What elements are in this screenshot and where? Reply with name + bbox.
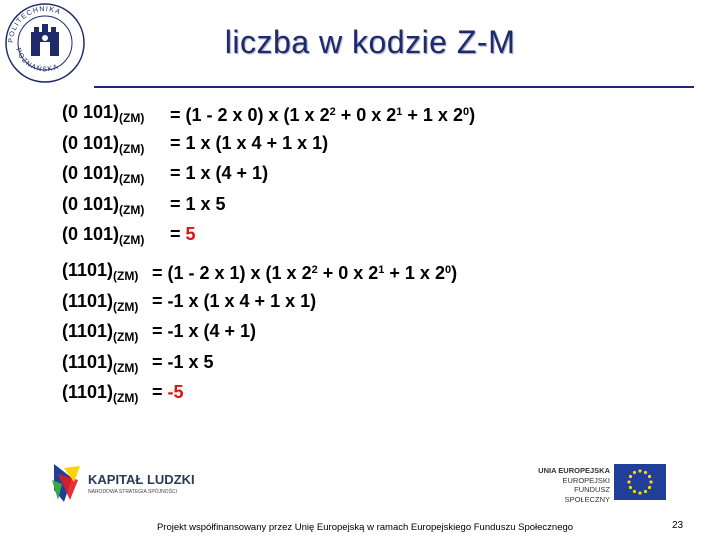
eu-line-1: UNIA EUROPEJSKA — [538, 466, 610, 475]
rhs-text: ) — [469, 105, 476, 125]
equation-lhs — [62, 222, 170, 253]
rhs-text: = — [170, 224, 186, 244]
equation-lhs — [62, 380, 152, 411]
equation-lhs — [62, 350, 152, 381]
exponent: 0 — [444, 264, 452, 276]
lhs-number: (0 101) — [62, 132, 120, 153]
lhs-number: (1101) — [62, 382, 114, 402]
lhs-number: (1101) — [62, 321, 114, 341]
result-value: 5 — [185, 224, 196, 244]
eu-star — [638, 469, 641, 472]
kl-subtitle-text: NARODOWA STRATEGIA SPÓJNOŚCI — [88, 489, 177, 495]
exponent: 1 — [396, 106, 403, 118]
equation-rhs: = 1 x 5 — [170, 193, 226, 214]
eu-star — [633, 471, 636, 474]
slide-title: liczba w kodzie Z-M — [224, 24, 516, 60]
eu-star — [649, 480, 652, 483]
equation-line — [62, 350, 457, 381]
eu-star — [629, 486, 632, 489]
lhs-number: (0 101) — [62, 102, 120, 122]
equation-line — [62, 161, 475, 192]
rhs-text: + 1 x 2 — [384, 263, 445, 283]
lhs-number: (1101) — [62, 290, 114, 311]
equation-lhs — [62, 289, 152, 320]
eu-star — [629, 475, 632, 478]
exponent: 0 — [462, 106, 470, 118]
equation-rhs: = -1 x (4 + 1) — [152, 321, 257, 341]
equation-line — [62, 380, 457, 411]
equation-line — [62, 100, 475, 131]
eu-line-3: FUNDUSZ SPOŁECZNY — [564, 485, 610, 504]
eu-star — [633, 490, 636, 493]
equation-lhs — [62, 100, 170, 131]
equation-lhs — [62, 258, 152, 289]
equation-line — [62, 131, 475, 162]
equation-rhs — [170, 100, 475, 131]
university-seal-logo — [4, 2, 86, 84]
equation-line — [62, 258, 457, 289]
equation-rhs: = 1 x (4 + 1) — [170, 163, 269, 183]
rhs-text: = — [152, 382, 168, 402]
rhs-text: = (1 - 2 x 0) x (1 x 2 — [170, 105, 330, 125]
eu-star — [644, 471, 647, 474]
rhs-text: + 0 x 2 — [335, 105, 397, 125]
eu-star — [648, 475, 651, 478]
equation-rhs: = 1 x (1 x 4 + 1 x 1) — [170, 132, 329, 153]
svg-text:POZNAŃSKA: POZNAŃSKA — [13, 47, 61, 74]
eu-star — [638, 491, 641, 494]
equation-lhs — [62, 192, 170, 223]
cofinancing-caption: Projekt współfinansowany przez Unię Europejską w ramach Europejskiego Funduszu Społecznego — [156, 522, 574, 533]
equation-lhs — [62, 131, 170, 162]
equation-rhs: = -1 x (1 x 4 + 1 x 1) — [152, 290, 317, 311]
equation-block-positive — [62, 100, 475, 253]
lhs-number: (0 101) — [62, 193, 120, 214]
rhs-text: ) — [451, 263, 458, 283]
equation-rhs — [152, 380, 184, 411]
exponent: 2 — [329, 106, 336, 118]
rhs-text: + 1 x 2 — [402, 105, 463, 125]
lhs-subscript: (ZM) — [119, 111, 145, 125]
exponent: 1 — [378, 264, 385, 276]
eu-fund-text — [530, 466, 610, 504]
equation-line — [62, 319, 457, 350]
equation-line — [62, 289, 457, 320]
result-value: -5 — [167, 382, 184, 402]
eu-flag-icon — [614, 464, 666, 500]
equation-rhs — [170, 222, 196, 253]
lhs-subscript: (ZM) — [113, 391, 139, 405]
exponent: 2 — [311, 264, 318, 276]
rhs-text: + 0 x 2 — [317, 263, 379, 283]
lhs-subscript: (ZM) — [119, 202, 145, 217]
lhs-subscript: (ZM) — [119, 233, 145, 247]
lhs-number: (1101) — [62, 260, 114, 280]
lhs-subscript: (ZM) — [119, 172, 145, 186]
kapital-ludzki-logo — [50, 460, 210, 506]
equation-rhs: = -1 x 5 — [152, 351, 214, 372]
page-number: 23 — [672, 520, 684, 531]
svg-text:POLITECHNIKA: POLITECHNIKA — [7, 5, 63, 44]
equation-block-negative — [62, 258, 457, 411]
lhs-subscript: (ZM) — [113, 360, 139, 375]
rhs-text: = (1 - 2 x 1) x (1 x 2 — [152, 263, 312, 283]
title-divider — [94, 86, 694, 88]
equation-rhs — [152, 258, 457, 289]
eu-star — [627, 480, 630, 483]
equation-lhs — [62, 161, 170, 192]
lhs-subscript: (ZM) — [113, 330, 139, 344]
eu-star — [648, 486, 651, 489]
equation-line — [62, 192, 475, 223]
lhs-subscript: (ZM) — [119, 141, 145, 156]
lhs-subscript: (ZM) — [113, 299, 139, 314]
equation-line — [62, 222, 475, 253]
equation-lhs — [62, 319, 152, 350]
lhs-number: (0 101) — [62, 224, 120, 244]
lhs-subscript: (ZM) — [113, 269, 139, 283]
lhs-number: (1101) — [62, 351, 114, 372]
eu-line-2: EUROPEJSKI — [562, 475, 610, 485]
eu-star — [644, 490, 647, 493]
lhs-number: (0 101) — [62, 163, 120, 183]
kl-title-text: KAPITAŁ LUDZKI — [88, 472, 195, 487]
